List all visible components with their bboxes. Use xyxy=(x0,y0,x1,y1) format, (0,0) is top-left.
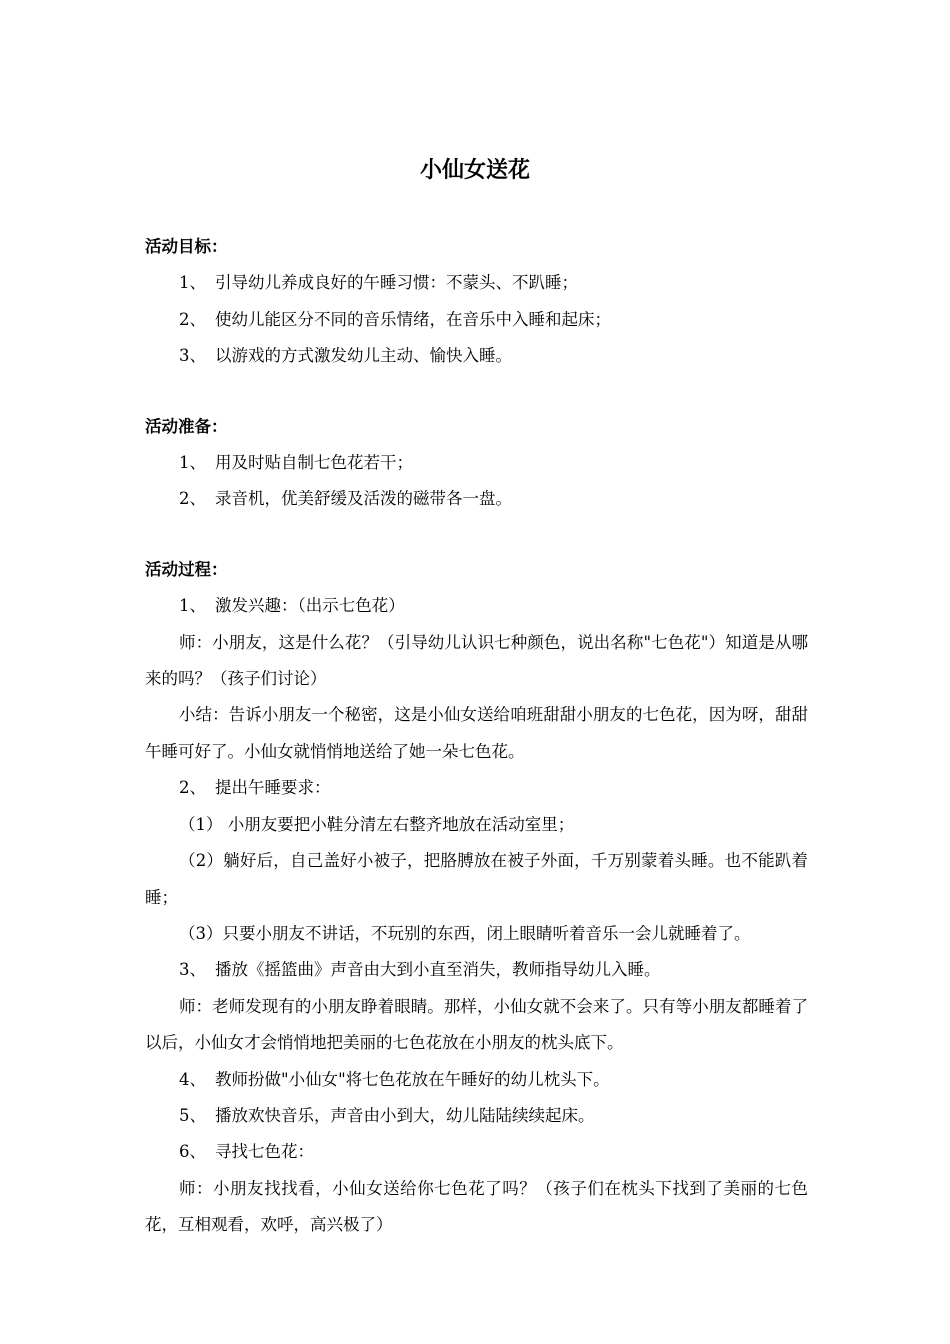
step-number: 5、 xyxy=(179,1105,206,1125)
document-body xyxy=(145,229,808,1244)
step-number: 1、 xyxy=(179,596,206,616)
process-step-1 xyxy=(145,588,808,624)
step-text: 激发兴趣：（出示七色花） xyxy=(215,596,405,616)
process-step-6 xyxy=(145,1134,808,1170)
preparation-text: 录音机，优美舒缓及活泼的磁带各一盘。 xyxy=(215,489,512,509)
goal-item-2 xyxy=(145,302,808,338)
preparation-item-1 xyxy=(145,445,808,481)
step-number: 3、 xyxy=(179,960,206,980)
goal-number: 3、 xyxy=(179,346,206,366)
step3-teacher-dialogue: 师：老师发现有的小朋友睁着眼睛。那样，小仙女就不会来了。只有等小朋友都睡着了以后，小仙女才会悄悄地把美丽的七色花放在小朋友的枕头底下。 xyxy=(145,996,808,1053)
step-number: 6、 xyxy=(179,1142,206,1162)
goal-item-1 xyxy=(145,265,808,301)
requirement-1 xyxy=(145,807,808,843)
goal-text: 以游戏的方式激发幼儿主动、愉快入睡。 xyxy=(215,346,512,366)
section-gap xyxy=(145,518,808,552)
process-step-4 xyxy=(145,1062,808,1098)
preparation-number: 2、 xyxy=(179,489,206,509)
step-text: 教师扮做"小仙女"将七色花放在午睡好的幼儿枕头下。 xyxy=(215,1069,610,1089)
preparation-heading: 活动准备： xyxy=(145,416,228,436)
requirement-text: 小朋友要把小鞋分清左右整齐地放在活动室里； xyxy=(227,814,575,834)
goal-number: 2、 xyxy=(179,309,206,329)
document-title: 小仙女送花 xyxy=(419,157,530,183)
step-text: 播放欢快音乐，声音由小到大，幼儿陆陆续续起床。 xyxy=(215,1105,595,1125)
step-number: 2、 xyxy=(179,778,206,798)
preparation-number: 1、 xyxy=(179,453,206,473)
step-number: 4、 xyxy=(179,1069,206,1089)
goal-text: 引导幼儿养成良好的午睡习惯：不蒙头、不趴睡； xyxy=(215,273,578,293)
step-text: 提出午睡要求： xyxy=(215,778,331,798)
step6-teacher-dialogue: 师：小朋友找找看，小仙女送给你七色花了吗？（孩子们在枕头下找到了美丽的七色花，互相观看，欢呼，高兴极了） xyxy=(145,1178,808,1235)
preparation-item-2 xyxy=(145,481,808,517)
step1-teacher-dialogue: 师：小朋友，这是什么花？（引导幼儿认识七种颜色，说出名称"七色花"）知道是从哪来的吗？（孩子们讨论） xyxy=(145,632,808,689)
requirement-number: （1） xyxy=(179,814,223,834)
goal-item-3 xyxy=(145,338,808,374)
preparation-text: 用及时贴自制七色花若干； xyxy=(215,453,413,473)
requirement-3: （3）只要小朋友不讲话，不玩别的东西，闭上眼睛听着音乐一会儿就睡着了。 xyxy=(179,923,751,943)
step-text: 寻找七色花： xyxy=(215,1142,314,1162)
step-text: 播放《摇篮曲》声音由大到小直至消失，教师指导幼儿入睡。 xyxy=(215,960,661,980)
goal-text: 使幼儿能区分不同的音乐情绪，在音乐中入睡和起床； xyxy=(215,309,611,329)
goals-heading: 活动目标： xyxy=(145,237,228,256)
process-step-5 xyxy=(145,1098,808,1134)
process-step-2 xyxy=(145,770,808,806)
step1-summary: 小结：告诉小朋友一个秘密，这是小仙女送给咱班甜甜小朋友的七色花，因为呀，甜甜午睡可好了。小仙女就悄悄地送给了她一朵七色花。 xyxy=(145,705,808,761)
process-heading: 活动过程： xyxy=(145,559,228,579)
process-step-3 xyxy=(145,952,808,988)
goal-number: 1、 xyxy=(179,273,206,293)
requirement-2: （2）躺好后，自己盖好小被子，把胳膊放在被子外面，千万别蒙着头睡。也不能趴着睡； xyxy=(145,851,808,907)
section-gap xyxy=(145,375,808,409)
